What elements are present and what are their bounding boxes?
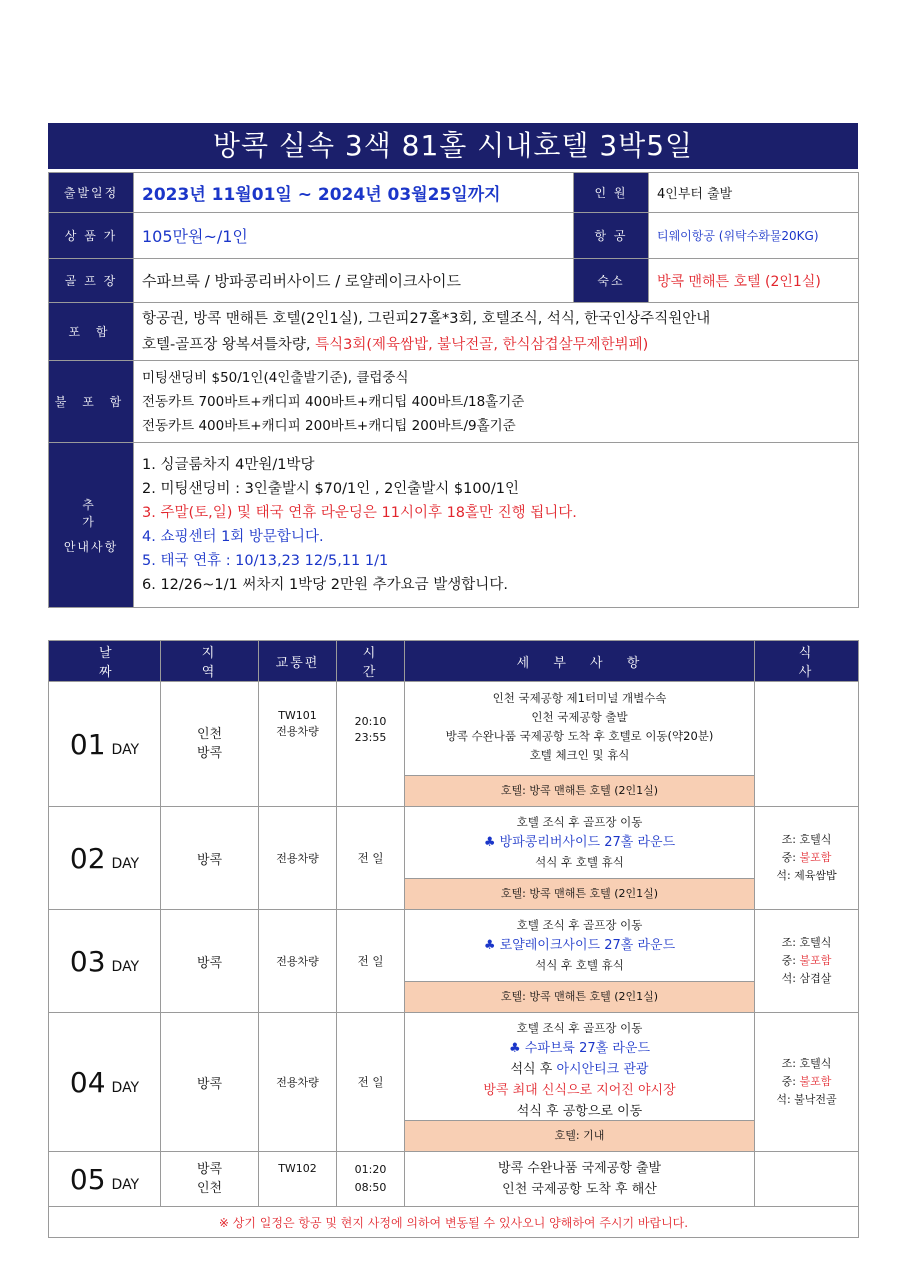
region: 인천 (196, 1181, 223, 1196)
include-line-1: 항공권, 방콕 맨해튼 호텔(2인1실), 그린피27홀*3회, 호텔조식, 석식, 한국인상주직원안내 (142, 310, 711, 327)
extra-line: 3. 주말(토,일) 및 태국 연휴 라운딩은 11시이후 18홀만 진행 됩니다. (142, 505, 577, 521)
meal-cell (755, 682, 859, 807)
include-special-meals: 특식3회(제육쌈밥, 불낙전골, 한식삼겹살무제한뷔페) (315, 336, 649, 353)
airline-value: 티웨이항공 (위탁수화물20KG) (649, 213, 859, 259)
hotel-info: 호텔: 기내 (405, 1120, 754, 1151)
region-cell (161, 682, 259, 807)
time-cell: 전 일 (337, 807, 405, 910)
detail-line: 호텔 체크인 및 휴식 (529, 747, 630, 762)
time: 23:55 (354, 731, 387, 744)
detail-dinner: 석식 후 (510, 1062, 553, 1077)
golf-round: ♣ 수파브룩 27홀 라운드 (508, 1041, 651, 1056)
vehicle: 전용차량 (276, 725, 319, 738)
day-cell (49, 682, 161, 807)
meal-cell (755, 1013, 859, 1152)
detail-line: 호텔 조식 후 골프장 이동 (516, 918, 643, 932)
meal-breakfast: 조: 호텔식 (781, 936, 832, 949)
header-details: 세 부 사 항 (405, 641, 755, 682)
exclude-line: 전동카트 400바트+캐디피 200바트+캐디팁 200바트/9홀기준 (142, 417, 516, 434)
region-cell: 방콕 (161, 910, 259, 1013)
hotel-info: 호텔: 방콕 맨해튼 호텔 (2인1실) (405, 981, 754, 1012)
night-market: 방콕 최대 신식으로 지어진 야시장 (483, 1083, 676, 1098)
table-row (49, 910, 859, 1013)
day-number: 01 (69, 727, 106, 761)
transport-cell: 전용차량 (259, 807, 337, 910)
include-value (134, 303, 859, 361)
meal-lunch (755, 952, 858, 970)
departure-label: 출발일정 (49, 173, 134, 213)
region-cell: 방콕 (161, 807, 259, 910)
table-row (49, 1013, 859, 1152)
extra-label-1: 추 가 (82, 497, 116, 529)
golf-round: ♣ 방파콩리버사이드 27홀 라운드 (483, 835, 676, 850)
details-cell (405, 682, 755, 807)
day-cell (49, 1152, 161, 1207)
time-cell: 전 일 (337, 1013, 405, 1152)
detail-line: 호텔 조식 후 골프장 이동 (516, 815, 643, 829)
golf-label: 골 프 장 (49, 259, 134, 303)
footnote: ※ 상기 일정은 항공 및 현지 사정에 의하여 변동될 수 있사오니 양해하여 주시기 바랍니다. (49, 1207, 859, 1238)
details-cell (405, 1152, 755, 1207)
people-label: 인 원 (574, 173, 649, 213)
meal-lunch-prefix: 중: (781, 851, 796, 864)
region: 방콕 (196, 746, 223, 761)
meal-lunch-prefix: 중: (781, 1075, 796, 1088)
exclude-label: 불 포 함 (49, 361, 134, 443)
time-cell (337, 1152, 405, 1207)
hotel-info: 호텔: 방콕 맨해튼 호텔 (2인1실) (405, 775, 754, 806)
departure-value: 2023년 11월01일 ~ 2024년 03월25일까지 (134, 173, 574, 213)
meal-breakfast: 조: 호텔식 (781, 1057, 832, 1070)
extra-label-2: 안내사항 (63, 539, 119, 554)
detail-line: 석식 후 공항으로 이동 (516, 1104, 643, 1119)
meal-dinner: 석: 제육쌈밥 (776, 869, 837, 882)
exclude-value (134, 361, 859, 443)
meal-lunch-value: 불포함 (799, 1075, 832, 1088)
golf-round: ♣ 로얄레이크사이드 27홀 라운드 (483, 938, 676, 953)
detail-line (413, 1059, 746, 1080)
meal-lunch-prefix: 중: (781, 954, 796, 967)
extra-line: 5. 태국 연휴 : 10/13,23 12/5,11 1/1 (142, 553, 389, 569)
time: 01:20 (354, 1163, 387, 1176)
exclude-line: 전동카트 700바트+캐디피 400바트+캐디팁 400바트/18홀기준 (142, 393, 525, 410)
asiatique-tour: 아시안티크 관광 (556, 1062, 649, 1077)
transport-cell (259, 1152, 337, 1207)
page-title: 방콕 실속 3색 81홀 시내호텔 3박5일 (48, 123, 858, 169)
detail-line: 호텔 조식 후 골프장 이동 (516, 1021, 643, 1035)
meal-cell (755, 807, 859, 910)
time-cell: 전 일 (337, 910, 405, 1013)
time: 08:50 (354, 1181, 387, 1194)
details-cell (405, 1013, 755, 1152)
golf-value: 수파브룩 / 방파콩리버사이드 / 로얄레이크사이드 (134, 259, 574, 303)
include-label: 포 함 (49, 303, 134, 361)
meal-cell (755, 1152, 859, 1207)
meal-lunch (755, 849, 858, 867)
table-row (49, 807, 859, 910)
flight-number: TW101 (278, 709, 317, 722)
meal-lunch-value: 불포함 (799, 954, 832, 967)
day-cell (49, 807, 161, 910)
table-row (49, 682, 859, 807)
price-label: 상 품 가 (49, 213, 134, 259)
time-cell (337, 682, 405, 807)
extra-label (49, 443, 134, 608)
transport-cell (259, 682, 337, 807)
day-suffix: DAY (111, 958, 140, 975)
extra-line: 1. 싱글룸차지 4만원/1박당 (142, 457, 315, 473)
schedule-table (48, 640, 859, 1238)
hotel-label: 숙소 (574, 259, 649, 303)
details-cell (405, 807, 755, 910)
flight-number: TW102 (278, 1162, 317, 1175)
day-suffix: DAY (111, 741, 140, 758)
price-value: 105만원~/1인 (134, 213, 574, 259)
region: 인천 (196, 727, 223, 742)
region-cell: 방콕 (161, 1013, 259, 1152)
transport-cell: 전용차량 (259, 910, 337, 1013)
meal-lunch-value: 불포함 (799, 851, 832, 864)
region-cell (161, 1152, 259, 1207)
details-cell (405, 910, 755, 1013)
header-time: 시 간 (337, 641, 405, 682)
header-transport: 교통편 (259, 641, 337, 682)
people-value: 4인부터 출발 (649, 173, 859, 213)
day-suffix: DAY (111, 1176, 140, 1193)
meal-breakfast: 조: 호텔식 (781, 833, 832, 846)
region: 방콕 (196, 1162, 223, 1177)
header-meal: 식 사 (755, 641, 859, 682)
extra-line: 6. 12/26~1/1 써차지 1박당 2만원 추가요금 발생합니다. (142, 577, 508, 593)
header-region: 지 역 (161, 641, 259, 682)
meal-dinner: 석: 삼겹살 (781, 972, 832, 985)
extra-line: 2. 미팅샌딩비 : 3인출발시 $70/1인 , 2인출발시 $100/1인 (142, 481, 519, 497)
exclude-line: 미팅샌딩비 $50/1인(4인출발기준), 클럽중식 (142, 369, 409, 386)
day-number: 03 (69, 944, 106, 978)
transport-cell: 전용차량 (259, 1013, 337, 1152)
detail-line: 방콕 수완나품 국제공항 출발 (497, 1161, 662, 1176)
header-date: 날 짜 (49, 641, 161, 682)
extra-line: 4. 쇼핑센터 1회 방문합니다. (142, 529, 324, 545)
day-number: 05 (69, 1162, 106, 1196)
detail-line: 석식 후 호텔 휴식 (535, 958, 624, 972)
time: 20:10 (354, 715, 387, 728)
day-cell (49, 1013, 161, 1152)
day-cell (49, 910, 161, 1013)
extra-value (134, 443, 859, 608)
detail-line: 석식 후 호텔 휴식 (535, 855, 624, 869)
table-row (49, 1152, 859, 1207)
day-suffix: DAY (111, 855, 140, 872)
meal-dinner: 석: 불낙전골 (776, 1093, 837, 1106)
detail-line: 인천 국제공항 제1터미널 개별수속 (492, 690, 667, 705)
detail-line: 인천 국제공항 도착 후 해산 (502, 1182, 657, 1197)
day-suffix: DAY (111, 1079, 140, 1096)
detail-line: 방콕 수완나품 국제공항 도착 후 호텔로 이동(약20분) (445, 728, 714, 743)
meal-cell (755, 910, 859, 1013)
day-number: 02 (69, 841, 106, 875)
airline-label: 항 공 (574, 213, 649, 259)
day-number: 04 (69, 1065, 106, 1099)
include-line-2 (142, 332, 850, 358)
hotel-info: 호텔: 방콕 맨해튼 호텔 (2인1실) (405, 878, 754, 909)
info-table (48, 172, 859, 608)
detail-line: 인천 국제공항 출발 (531, 709, 628, 724)
meal-lunch (755, 1073, 858, 1091)
include-shuttle: 호텔-골프장 왕복셔틀차량, (142, 336, 311, 353)
hotel-value: 방콕 맨해튼 호텔 (2인1실) (649, 259, 859, 303)
